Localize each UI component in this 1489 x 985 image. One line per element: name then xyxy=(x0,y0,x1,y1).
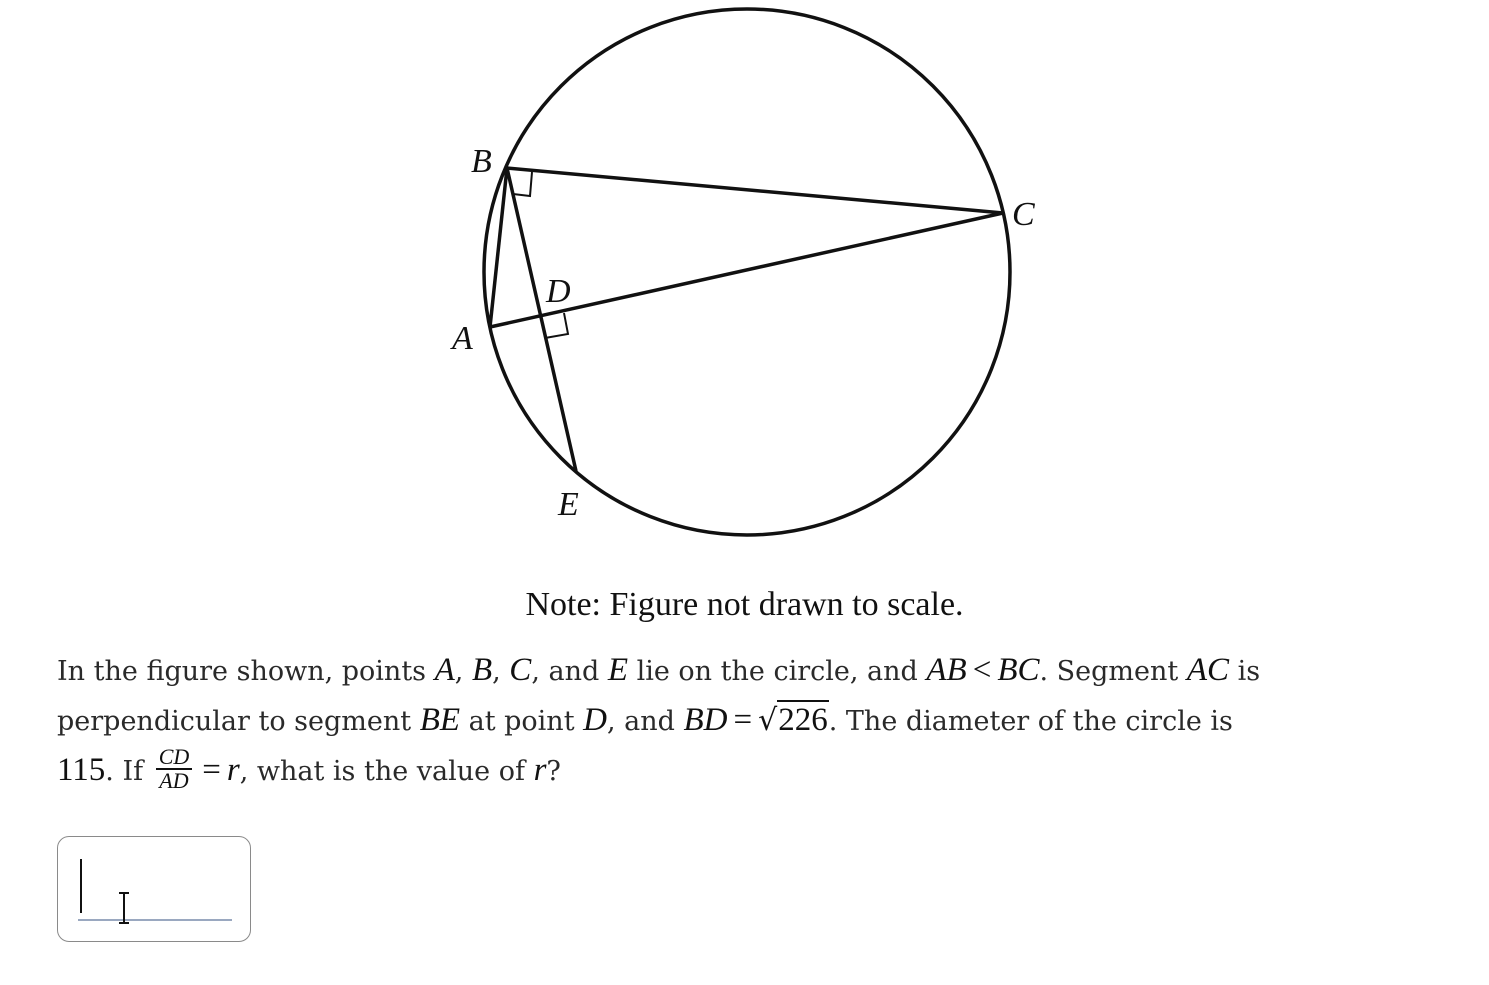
q-text-2: lie on the circle, and xyxy=(628,656,927,687)
q-equals-1: = xyxy=(733,702,753,738)
segment-ab xyxy=(490,168,507,327)
segment-bc xyxy=(507,168,1003,213)
q-radicand: 226 xyxy=(778,702,828,738)
q-fraction xyxy=(156,743,193,793)
circle xyxy=(484,9,1010,535)
ibeam-cursor-icon xyxy=(118,891,130,925)
q-radical-sign: √ xyxy=(758,703,778,738)
q-var-c: C xyxy=(509,652,532,688)
q-frac-numerator: CD xyxy=(158,743,190,769)
text-caret xyxy=(80,859,82,913)
q-var-b: B xyxy=(471,652,493,688)
question-text xyxy=(57,646,1457,796)
q-equals-2: = xyxy=(202,752,221,788)
q-frac-denominator: AD xyxy=(156,768,191,792)
q-var-r-1: r xyxy=(226,752,240,788)
right-angle-mark-d xyxy=(545,313,568,338)
q-text-9: , what is the value of xyxy=(239,756,534,787)
label-d: D xyxy=(546,273,571,310)
q-text-3: . Segment xyxy=(1039,656,1187,687)
q-text-4: is perpendicular to segment xyxy=(57,656,1261,737)
q-less-than: < xyxy=(972,652,992,688)
q-text-5: at point xyxy=(460,706,584,737)
q-text-7: . The diameter of the circle is xyxy=(828,706,1233,737)
label-b: B xyxy=(471,143,492,180)
q-var-a: A xyxy=(434,652,455,688)
q-seg-ac: AC xyxy=(1186,652,1229,688)
label-e: E xyxy=(558,486,579,523)
q-seg-be: BE xyxy=(419,702,461,738)
q-text-1: In the figure shown, points xyxy=(57,656,435,687)
q-comma-1: , xyxy=(454,656,472,687)
q-seg-ab: AB xyxy=(926,652,967,688)
q-sqrt xyxy=(758,696,829,746)
answer-box[interactable] xyxy=(57,836,251,942)
answer-input[interactable] xyxy=(78,857,232,921)
q-var-r-2: r xyxy=(533,752,547,788)
figure-note: Note: Figure not drawn to scale. xyxy=(525,586,964,623)
q-text-8: . If xyxy=(105,756,152,787)
label-a: A xyxy=(452,320,473,357)
q-text-10: ? xyxy=(546,756,561,787)
label-c: C xyxy=(1012,196,1035,233)
q-comma-2: , xyxy=(492,656,510,687)
q-seg-bd: BD xyxy=(683,702,728,738)
q-diameter: 115 xyxy=(57,752,106,788)
q-and-1: , and xyxy=(531,656,608,687)
q-seg-bc: BC xyxy=(997,652,1040,688)
q-var-d: D xyxy=(583,702,607,738)
right-angle-mark-b xyxy=(513,172,532,196)
q-text-6: , and xyxy=(606,706,684,737)
q-var-e: E xyxy=(607,652,629,688)
